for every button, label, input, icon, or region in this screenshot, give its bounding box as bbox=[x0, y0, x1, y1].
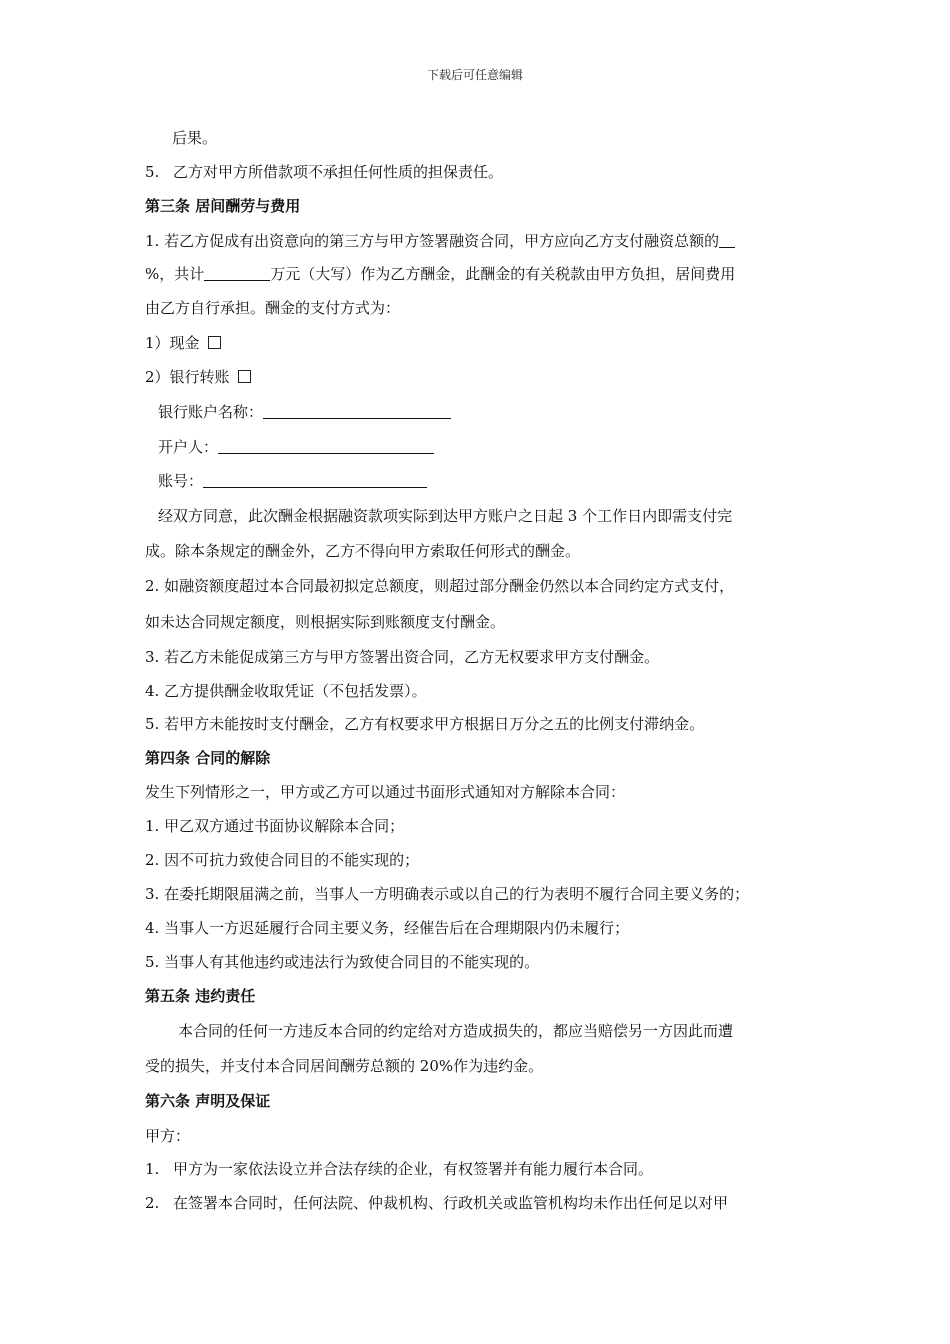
section-title: 第三条 居间酬劳与费用 bbox=[145, 197, 301, 215]
blank-field bbox=[204, 265, 270, 281]
list-item: 4. 当事人一方迟延履行合同主要义务，经催告后在合理期限内仍未履行； bbox=[145, 919, 630, 937]
blank-field[interactable] bbox=[218, 438, 434, 454]
paragraph-line: 如未达合同规定额度，则根据实际到账额度支付酬金。 bbox=[145, 613, 506, 631]
blank-field bbox=[719, 232, 735, 248]
list-text: 在签署本合同时，任何法院、仲裁机构、行政机关或监管机构均未作出任何足以对甲 bbox=[173, 1194, 729, 1212]
blank-field[interactable] bbox=[263, 403, 451, 419]
paragraph-line: 受的损失，并支付本合同居间酬劳总额的 20%作为违约金。 bbox=[145, 1057, 544, 1075]
paragraph-line: 后果。 bbox=[172, 129, 218, 147]
checkbox[interactable] bbox=[238, 370, 251, 383]
field-label: 账号： bbox=[158, 472, 204, 490]
paragraph-line: 3. 若乙方未能促成第三方与甲方签署出资合同，乙方无权要求甲方支付酬金。 bbox=[145, 648, 660, 666]
section-title: 第六条 声明及保证 bbox=[145, 1092, 271, 1110]
list-number: 1. bbox=[145, 1160, 160, 1178]
paragraph-line: 2. 如融资额度超过本合同最初拟定总额度，则超过部分酬金仍然以本合同约定方式支付， bbox=[145, 577, 735, 595]
account-number-field bbox=[158, 471, 427, 491]
paragraph-line: 甲方： bbox=[145, 1127, 191, 1145]
section-title: 第四条 合同的解除 bbox=[145, 749, 271, 767]
paragraph-line bbox=[145, 231, 735, 251]
line-text: 1. 若乙方促成有出资意向的第三方与甲方签署融资合同，甲方应向乙方支付融资总额的 bbox=[145, 232, 720, 250]
option-bank-transfer bbox=[145, 367, 251, 387]
list-item: 5. 当事人有其他违约或违法行为致使合同目的不能实现的。 bbox=[145, 953, 540, 971]
line-text: %，共计 bbox=[145, 265, 205, 283]
field-label: 银行账户名称： bbox=[158, 403, 264, 421]
option-label: 1）现金 bbox=[145, 334, 200, 352]
list-text: 甲方为一家依法设立并合法存续的企业，有权签署并有能力履行本合同。 bbox=[173, 1160, 654, 1178]
list-number: 2. bbox=[145, 1194, 160, 1212]
list-item bbox=[145, 1159, 653, 1179]
paragraph-line: 由乙方自行承担。酬金的支付方式为： bbox=[145, 299, 401, 317]
blank-field[interactable] bbox=[203, 472, 427, 488]
paragraph-line: 成。除本条规定的酬金外，乙方不得向甲方索取任何形式的酬金。 bbox=[145, 542, 581, 560]
page-header: 下载后可任意编辑 bbox=[426, 68, 523, 82]
list-item: 2. 因不可抗力致使合同目的不能实现的； bbox=[145, 851, 420, 869]
list-item bbox=[145, 162, 503, 182]
paragraph-line bbox=[145, 264, 735, 284]
paragraph-line: 本合同的任何一方违反本合同的约定给对方造成损失的，都应当赔偿另一方因此而遭 bbox=[178, 1022, 734, 1040]
checkbox[interactable] bbox=[208, 336, 221, 349]
option-label: 2）银行转账 bbox=[145, 368, 230, 386]
field-label: 开户人： bbox=[158, 438, 219, 456]
paragraph-line: 4. 乙方提供酬金收取凭证（不包括发票）。 bbox=[145, 682, 427, 700]
line-text: 万元（大写）作为乙方酬金，此酬金的有关税款由甲方负担，居间费用 bbox=[270, 265, 736, 283]
list-item: 3. 在委托期限届满之前，当事人一方明确表示或以自己的行为表明不履行合同主要义务的； bbox=[145, 885, 750, 903]
paragraph-line: 经双方同意，此次酬金根据融资款项实际到达甲方账户之日起 3 个工作日内即需支付完 bbox=[158, 507, 733, 525]
bank-account-name-field bbox=[158, 402, 451, 422]
list-item bbox=[145, 1193, 728, 1213]
list-number: 5. bbox=[145, 163, 160, 181]
paragraph-line: 5. 若甲方未能按时支付酬金，乙方有权要求甲方根据日万分之五的比例支付滞纳金。 bbox=[145, 715, 705, 733]
section-title: 第五条 违约责任 bbox=[145, 987, 256, 1005]
account-holder-field bbox=[158, 437, 434, 457]
list-text: 乙方对甲方所借款项不承担任何性质的担保责任。 bbox=[173, 163, 504, 181]
option-cash bbox=[145, 333, 221, 353]
paragraph-line: 发生下列情形之一，甲方或乙方可以通过书面形式通知对方解除本合同： bbox=[145, 783, 626, 801]
list-item: 1. 甲乙双方通过书面协议解除本合同； bbox=[145, 817, 405, 835]
